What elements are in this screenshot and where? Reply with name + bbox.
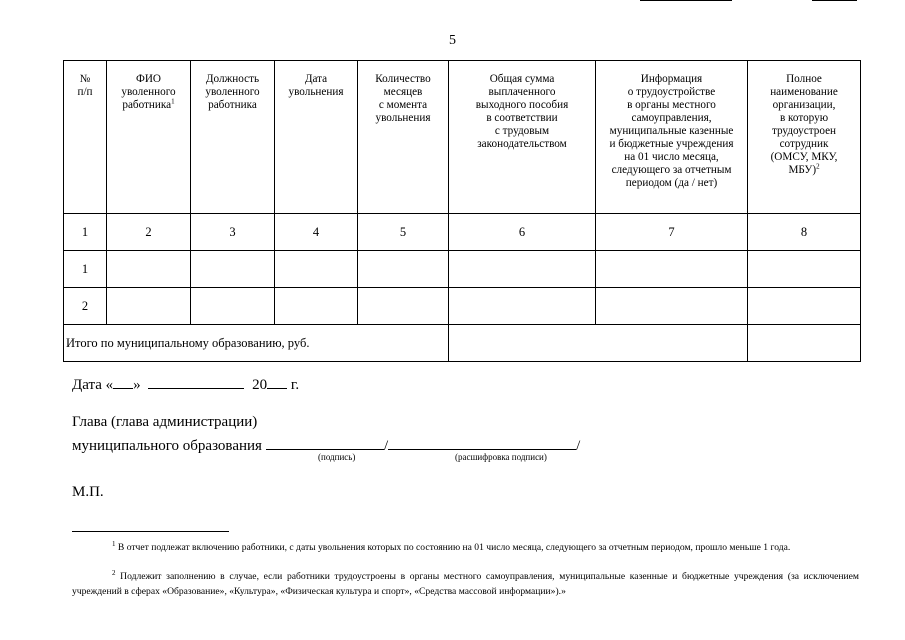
row-number: 2 [64, 288, 107, 325]
year-field[interactable] [267, 374, 287, 389]
column-number: 3 [191, 214, 275, 251]
header-cell-months: Количество месяцев с момента увольнения [358, 61, 449, 214]
total-extra-cell[interactable] [748, 325, 861, 362]
table-cell[interactable] [191, 251, 275, 288]
table-cell[interactable] [107, 251, 191, 288]
footnote-2 [72, 569, 859, 599]
column-number: 2 [107, 214, 191, 251]
total-row [64, 325, 861, 362]
table-cell[interactable] [449, 288, 596, 325]
table-cell[interactable] [449, 251, 596, 288]
footnote-1-mark: 1 [112, 539, 116, 548]
date-close-quote: » [133, 377, 141, 393]
footnote-mark-2: 2 [816, 162, 820, 171]
caption-signature-decoding: (расшифровка подписи) [455, 452, 547, 462]
header-cell-dismissal-date: Дата увольнения [275, 61, 358, 214]
column-number: 1 [64, 214, 107, 251]
date-label: Дата « [72, 377, 114, 393]
signatory-title-line2: муниципального образования [72, 438, 262, 454]
column-number: 8 [748, 214, 861, 251]
page-number: 5 [449, 33, 456, 48]
header-cell-organization: Полное наименование организации, в которую трудоустроен сотрудник (ОМСУ, МКУ, МБУ)$^2$ [748, 61, 861, 214]
footnote-mark-1: 1 [171, 97, 175, 106]
table-cell[interactable] [748, 288, 861, 325]
column-number-row [64, 214, 861, 251]
column-number: 7 [596, 214, 748, 251]
table-header-row [64, 61, 861, 214]
footnote-1 [72, 540, 859, 555]
footnote-2-mark: 2 [112, 568, 116, 577]
caption-signature: (подпись) [318, 452, 356, 462]
total-label: Итого по муниципальному образованию, руб. [64, 325, 449, 362]
table-row [64, 251, 861, 288]
year-suffix: г. [290, 377, 300, 393]
row-number: 1 [64, 251, 107, 288]
header-cell-position: Должность уволенного работника [191, 61, 275, 214]
table-cell[interactable] [748, 251, 861, 288]
date-line [72, 374, 299, 394]
column-number: 5 [358, 214, 449, 251]
table-cell[interactable] [275, 288, 358, 325]
table-cell[interactable] [275, 251, 358, 288]
footnote-1-text: В отчет подлежат включению работники, с даты увольнения которых по состоянию на 01 число месяца, следующего за отчетным периодом, прошло меньше 1 года. [115, 542, 791, 553]
top-rule-left [640, 0, 732, 1]
top-rule-right [812, 0, 857, 1]
total-value-cell[interactable] [449, 325, 748, 362]
header-cell-employment-info: Информация о трудоустройстве в органы местного самоуправления, муниципальные казенные и бюджетные учреждения на 01 число месяца, следующего за отчетным периодом (да / нет) [596, 61, 748, 214]
column-number: 4 [275, 214, 358, 251]
day-field[interactable] [113, 374, 133, 389]
report-table [63, 60, 861, 362]
footnote-separator [72, 531, 229, 532]
month-field[interactable] [148, 374, 244, 389]
header-cell-number: № п/п [64, 61, 107, 214]
signature-field[interactable] [266, 435, 384, 450]
table-cell[interactable] [358, 251, 449, 288]
column-number: 6 [449, 214, 596, 251]
header-cell-severance-sum: Общая сумма выплаченного выходного пособия в соответствии с трудовым законодательством [449, 61, 596, 214]
table-cell[interactable] [596, 251, 748, 288]
table-cell[interactable] [191, 288, 275, 325]
footnote-2-text: Подлежит заполнению в случае, если работники трудоустроены в органы местного самоуправления, муниципальные казенные и бюджетные учреждения (за исключением учреждений в сферах «Образование», «Культура», «Физическая культура и спорт», «Средства массовой информации»).» [72, 571, 859, 597]
table-cell[interactable] [107, 288, 191, 325]
table-cell[interactable] [596, 288, 748, 325]
signature-decoding-field[interactable] [388, 435, 576, 450]
signature-slash: / [383, 438, 389, 454]
header-cell-fio: ФИО уволенного работника$^1$ [107, 61, 191, 214]
table-cell[interactable] [358, 288, 449, 325]
table-row [64, 288, 861, 325]
stamp-place: М.П. [72, 484, 104, 500]
signatory-title-line1: Глава (глава администрации) [72, 414, 258, 430]
signature-slash-end: / [576, 438, 581, 454]
year-prefix: 20 [252, 377, 268, 393]
